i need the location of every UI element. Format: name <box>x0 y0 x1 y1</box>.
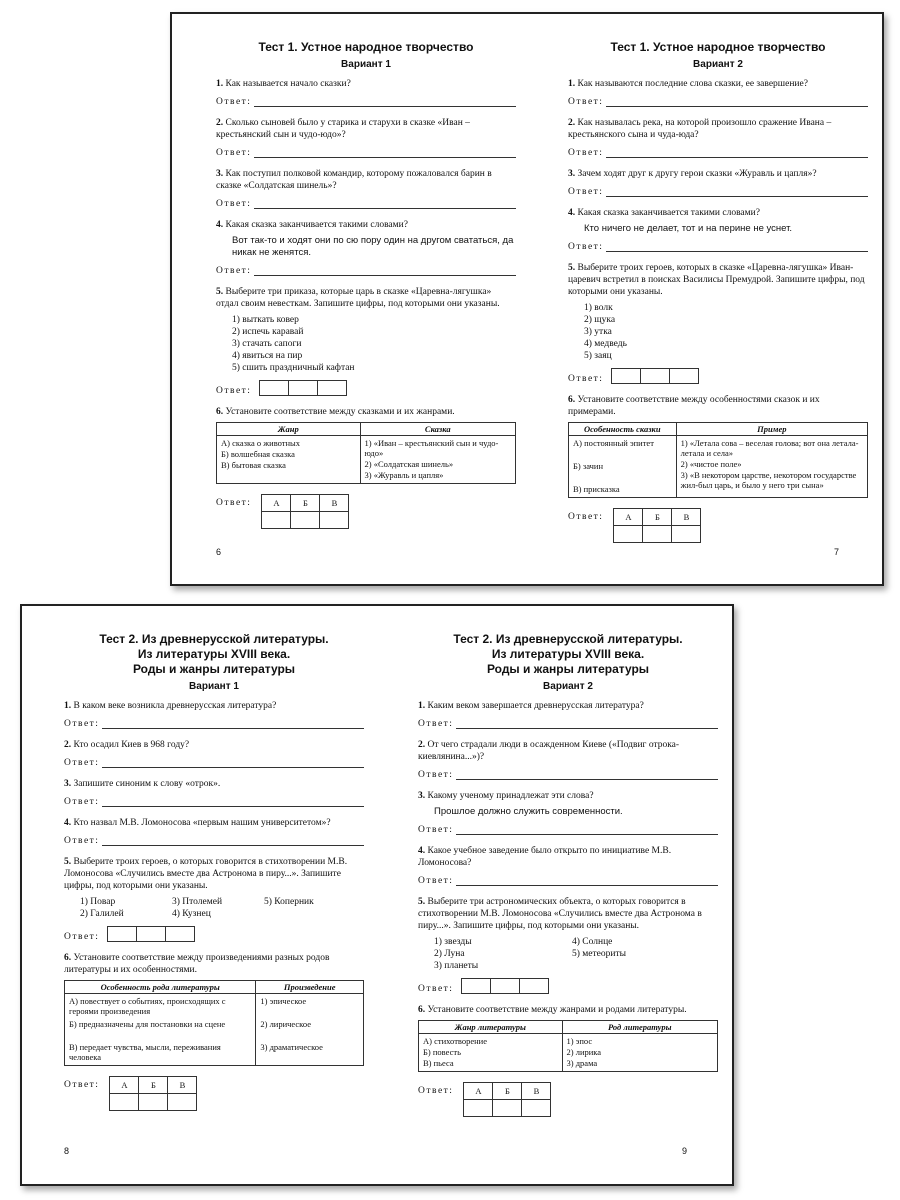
option: 4) явиться на пир <box>232 351 303 361</box>
question-2: 2. Сколько сыновей было у старика и старухи в сказке «Иван – крестьянский сын и чудо-юдо»? <box>216 118 470 140</box>
question-6: 6. Установите соответствие между произведениями разных родов литературы и их особенностями. <box>64 953 330 975</box>
book-spread-test2 <box>20 604 734 1186</box>
answer-boxes[interactable]: Ответ: <box>216 380 516 396</box>
option: 3) Птолемей <box>172 897 223 907</box>
question-1: 1. Как называется начало сказки? <box>216 79 351 89</box>
question-5: 5. Выберите три астрономических объекта, о которых говорится в стихотворении М.В. Ломоносова «Случились вместе два Астронома в пиру...». Запишите цифры, под которыми они указаны. <box>418 897 702 931</box>
page-7 <box>568 40 868 543</box>
question-2: 2. Кто осадил Киев в 968 году? <box>64 740 190 750</box>
answer-grid[interactable]: Ответ: А Б В <box>216 494 516 529</box>
answer-grid[interactable]: Ответ: А Б В <box>64 1076 364 1111</box>
page-8 <box>64 632 364 1111</box>
question-3: 3. Запишите синоним к слову «отрок». <box>64 779 221 789</box>
option: 1) звезды <box>434 937 472 947</box>
answer-line[interactable]: Ответ: <box>216 96 516 107</box>
question-3: 3. Какому ученому принадлежат эти слова? <box>418 791 594 801</box>
page-9 <box>418 632 718 1117</box>
question-2: 2. Как называлась река, на которой произошло сражение Ивана – крестьянского сына и чуда-юда? <box>568 118 832 140</box>
answer-grid[interactable]: Ответ: А Б В <box>418 1082 718 1117</box>
page-title: Тест 1. Устное народное творчество <box>258 40 474 54</box>
answer-line[interactable]: Ответ: <box>64 718 364 729</box>
question-1: 1. Каким веком завершается древнерусская литература? <box>418 701 644 711</box>
variant-label: Вариант 1 <box>341 59 391 70</box>
option: 5) метеориты <box>572 949 627 959</box>
option: 4) медведь <box>584 339 627 349</box>
options-list <box>216 314 516 374</box>
matching-table: Особенность рода литературы Произведение А) повествует о событиях, происходящих с героями произведения Б) предназначены для постановки на сцене В) передает чувства, мысли, переживания человека 1) эпическое 2) лирическое 3) драматическое <box>64 980 364 1066</box>
question-4: 4. Какое учебное заведение было открыто по инициативе М.В. Ломоносова? <box>418 846 672 868</box>
option: 4) Кузнец <box>172 909 211 919</box>
answer-line[interactable]: Ответ: <box>568 241 868 252</box>
answer-line[interactable]: Ответ: <box>216 147 516 158</box>
option: 4) Солнце <box>572 937 613 947</box>
variant-label: Вариант 1 <box>189 681 239 692</box>
options-list <box>418 936 718 972</box>
answer-line[interactable]: Ответ: <box>568 96 868 107</box>
option: 2) щука <box>584 315 616 325</box>
quote: Вот так-то и ходят они по сю пору один на другом свататься, да никак не женятся. <box>232 235 514 258</box>
option: 3) утка <box>584 327 612 337</box>
quote: Кто ничего не делает, тот и на перине не уснет. <box>584 223 793 234</box>
question-5: 5. Выберите троих героев, которых в сказке «Царевна-лягушка» Иван-царевич встретил в поисках Василисы Премудрой. Запишите цифры, под которыми они указаны. <box>568 263 865 297</box>
matching-table: Жанр литературы Род литературы А) стихотворение Б) повесть В) пьеса 1) эпос 2) лирика 3) драма <box>418 1020 718 1072</box>
option: 5) заяц <box>584 351 612 361</box>
question-5: 5. Выберите троих героев, о которых говорится в стихотворении М.В. Ломоносова «Случились вместе два Астронома в пиру...». Запишите цифры, под которыми они указаны. <box>64 857 348 891</box>
page-title: Тест 1. Устное народное творчество <box>610 40 826 54</box>
option: 2) Галилей <box>80 909 124 919</box>
question-1: 1. В каком веке возникла древнерусская литература? <box>64 701 277 711</box>
option: 2) испечь каравай <box>232 327 304 337</box>
question-6: 6. Установите соответствие между жанрами и родами литературы. <box>418 1005 687 1015</box>
variant-label: Вариант 2 <box>693 59 743 70</box>
question-6: 6. Установите соответствие между сказками и их жанрами. <box>216 407 455 417</box>
answer-line[interactable]: Ответ: <box>216 265 516 276</box>
answer-line[interactable]: Ответ: <box>216 198 516 209</box>
page-title: Тест 2. Из древнерусской литературы. Из литературы XVIII века. Роды и жанры литературы <box>99 632 329 676</box>
answer-line[interactable]: Ответ: <box>418 875 718 886</box>
answer-line[interactable]: Ответ: <box>418 718 718 729</box>
answer-line[interactable]: Ответ: <box>64 835 364 846</box>
answer-boxes[interactable]: Ответ: <box>568 368 868 384</box>
page-6 <box>216 40 516 529</box>
question-3: 3. Как поступил полковой командир, которому пожаловался барин в сказке «Солдатская шинель»? <box>216 169 492 191</box>
book-spread-test1 <box>170 12 884 586</box>
answer-boxes[interactable]: Ответ: <box>418 978 718 994</box>
option: 3) стачать сапоги <box>232 339 302 349</box>
options-list <box>568 302 868 362</box>
page-title: Тест 2. Из древнерусской литературы. Из литературы XVIII века. Роды и жанры литературы <box>453 632 683 676</box>
option: 1) Повар <box>80 897 116 907</box>
question-4: 4. Какая сказка заканчивается такими словами? <box>568 208 760 218</box>
quote: Прошлое должно служить современности. <box>434 806 623 817</box>
question-3: 3. Зачем ходят друг к другу герои сказки «Журавль и цапля»? <box>568 169 817 179</box>
question-5: 5. Выберите три приказа, которые царь в сказке «Царевна-лягушка» отдал своим невесткам. Запишите цифры, под которыми они указаны. <box>216 287 500 309</box>
page-number: 8 <box>64 1146 70 1156</box>
option: 1) выткать ковер <box>232 315 299 325</box>
page-number: 6 <box>216 547 222 557</box>
answer-grid[interactable]: Ответ: А Б В <box>568 508 868 543</box>
answer-line[interactable]: Ответ: <box>64 757 364 768</box>
option: 5) сшить праздничный кафтан <box>232 363 355 373</box>
answer-line[interactable]: Ответ: <box>418 769 718 780</box>
question-2: 2. От чего страдали люди в осажденном Киеве («Подвиг отрока-киевлянина...»)? <box>418 740 680 762</box>
question-6: 6. Установите соответствие между особенностями сказок и их примерами. <box>568 395 820 417</box>
answer-line[interactable]: Ответ: <box>418 824 718 835</box>
matching-table: Особенность сказки Пример А) постоянный эпитет Б) зачин В) присказка 1) «Летала сова – веселая голова; вот она летала-летала и села» 2) «чистое поле» 3) «В некотором царстве, некотором государстве жил-был царь, и было у него три сына» <box>568 422 868 498</box>
answer-boxes[interactable]: Ответ: <box>64 926 364 942</box>
question-1: 1. Как называются последние слова сказки, ее завершение? <box>568 79 808 89</box>
question-4: 4. Кто назвал М.В. Ломоносова «первым нашим университетом»? <box>64 818 331 828</box>
answer-line[interactable]: Ответ: <box>64 796 364 807</box>
page-number: 9 <box>682 1146 688 1156</box>
matching-table: Жанр Сказка А) сказка о животных Б) волшебная сказка В) бытовая сказка 1) «Иван – крестьянский сын и чудо-юдо» 2) «Солдатская шинель» 3) «Журавль и цапля» <box>216 422 516 484</box>
options-list <box>64 896 364 920</box>
option: 1) волк <box>584 303 613 313</box>
option: 5) Коперник <box>264 897 314 907</box>
answer-line[interactable]: Ответ: <box>568 186 868 197</box>
variant-label: Вариант 2 <box>543 681 593 692</box>
question-4: 4. Какая сказка заканчивается такими словами? <box>216 220 408 230</box>
answer-line[interactable]: Ответ: <box>568 147 868 158</box>
option: 3) планеты <box>434 961 479 971</box>
option: 2) Луна <box>434 949 465 959</box>
page-number: 7 <box>834 547 840 557</box>
